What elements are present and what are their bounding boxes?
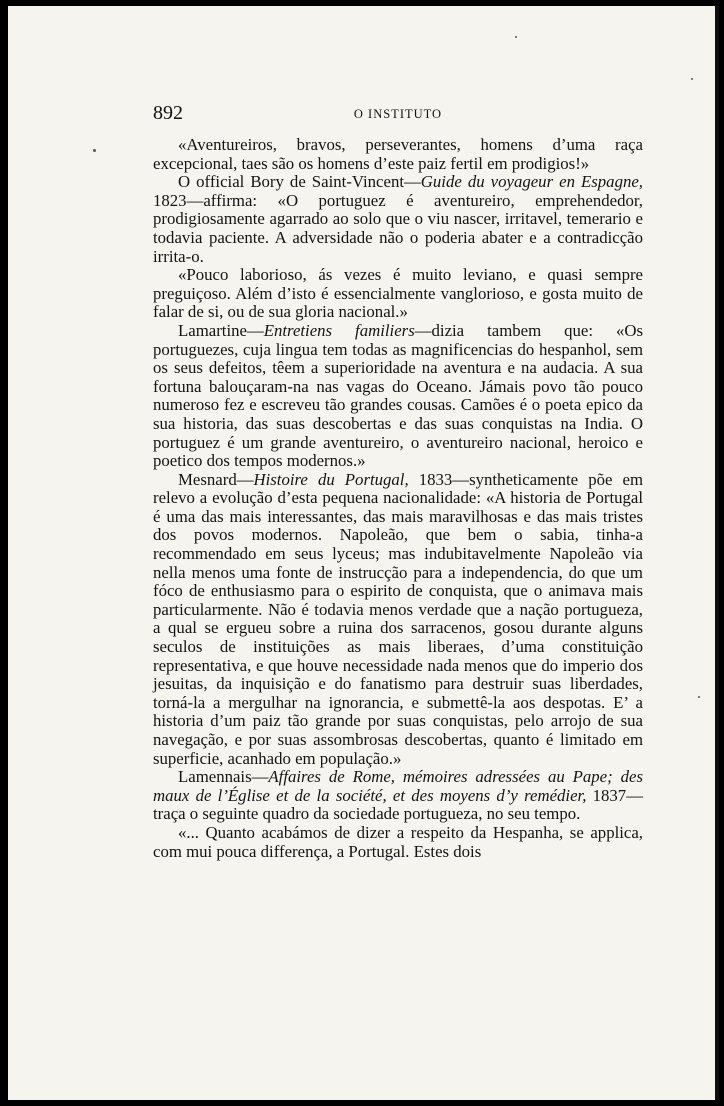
paragraph (153, 136, 643, 173)
paragraph-text: 1837—traça o seguinte quadro da sociedade portugueza, no seu tempo. (153, 785, 643, 824)
cited-work-title: Entretiens familiers (263, 320, 415, 340)
speck (698, 696, 700, 698)
paragraph-text: «Pouco laborioso, ás vezes é muito leviano, e quasi sempre preguiçoso. Além d’isto é essencialmente vanglorioso, e gosta muito de falar de si, ou de sua gloria nacional.» (153, 265, 643, 322)
paragraph-text: 1823—affirma: «O portuguez é aventureiro, emprehendedor, prodigiosamente agarrado ao solo que o viu nascer, irritavel, temerario e todavia paciente. A adversidade não o poderia abater e a contradicção irrita-o. (153, 190, 643, 266)
paragraph-text: —dizia tambem que: «Os portuguezes, cuja lingua tem todas as magnificencias do hespanhol, sem os seus defeitos, têem a superioridade na aventura e na audacia. A sua fortuna balouçaram-na nas vagas do Oceano. Jámais povo tão pouco numeroso fez e escreveu tão grandes cousas. Camões é o poeta epico da sua historia, das suas descobertas e das suas conquistas na India. O portuguez é um grande aventureiro, o aventureiro nacional, heroico e poetico dos tempos modernos.» (153, 320, 644, 471)
speck (515, 36, 517, 38)
cited-work-title: Histoire du Portugal, (253, 469, 409, 489)
page-number: 892 (153, 102, 183, 124)
paragraph (153, 266, 643, 322)
cited-work-title: Affaires de Rome, mémoires adressées au Pape; des maux de l’Église et de la société, et des moyens d’y remédier, (153, 767, 643, 805)
speck (691, 78, 693, 80)
running-title: O INSTITUTO (353, 107, 443, 121)
paragraph-text: «Aventureiros, bravos, perseverantes, homens d’uma raça excepcional, taes são os homens d’este paiz fertil em prodigios!» (153, 135, 643, 173)
paragraph (153, 768, 643, 824)
running-header (153, 102, 643, 132)
paragraph (153, 322, 643, 471)
body-text (153, 136, 643, 861)
cited-work-title: Guide du voyageur en Espagne, (420, 172, 643, 192)
page-edge-shadow (715, 6, 719, 1100)
book-page (8, 6, 719, 1100)
paragraph-text: Lamennais— (178, 767, 269, 787)
paragraph-text: Mesnard— (178, 469, 254, 489)
paragraph-text: O official Bory de Saint-Vincent— (178, 172, 421, 192)
paragraph-text: «... Quanto acabámos de dizer a respeito da Hespanha, se applica, com mui pouca differença, a Portugal. Estes dois (153, 822, 643, 861)
paragraph (153, 824, 643, 861)
paragraph-text: Lamartine— (178, 320, 264, 340)
paragraph-text: 1833—syntheticamente põe em relevo a evolução d’esta pequena nacionalidade: «A historia de Portugal é uma das mais interessantes, das mais maravilhosas e das mais tristes dos povos modernos. Napoleão, que bem o sabia, tinha-a recommendado em seus lyceus; mas indubitavelmente Napoleão via nella menos uma fonte de instrucção para a independencia, do que um fóco de enthusiasmo para o espirito de conquista, que o animava mais particularmente. Não é todavia menos verdade que a nação portugueza, a qual se ergueu sobre a ruina dos sarracenos, gosou durante alguns seculos de instituições as mais liberaes, d’uma constituição representativa, e que houve necessidade nada menos que do imperio dos jesuitas, da inquisição e do fanatismo para destruir suas liberdades, torná-la a mergulhar na ignorancia, e submettê-la aos despotas. E’ a historia d’um paiz tão grande por suas conquistas, pelo arrojo de sua navegação, e por suas assombrosas descobertas, quanto é limitado em superficie, acanhado em população.» (153, 469, 643, 768)
paragraph (153, 471, 643, 769)
speck (93, 149, 96, 152)
paragraph (153, 173, 643, 266)
